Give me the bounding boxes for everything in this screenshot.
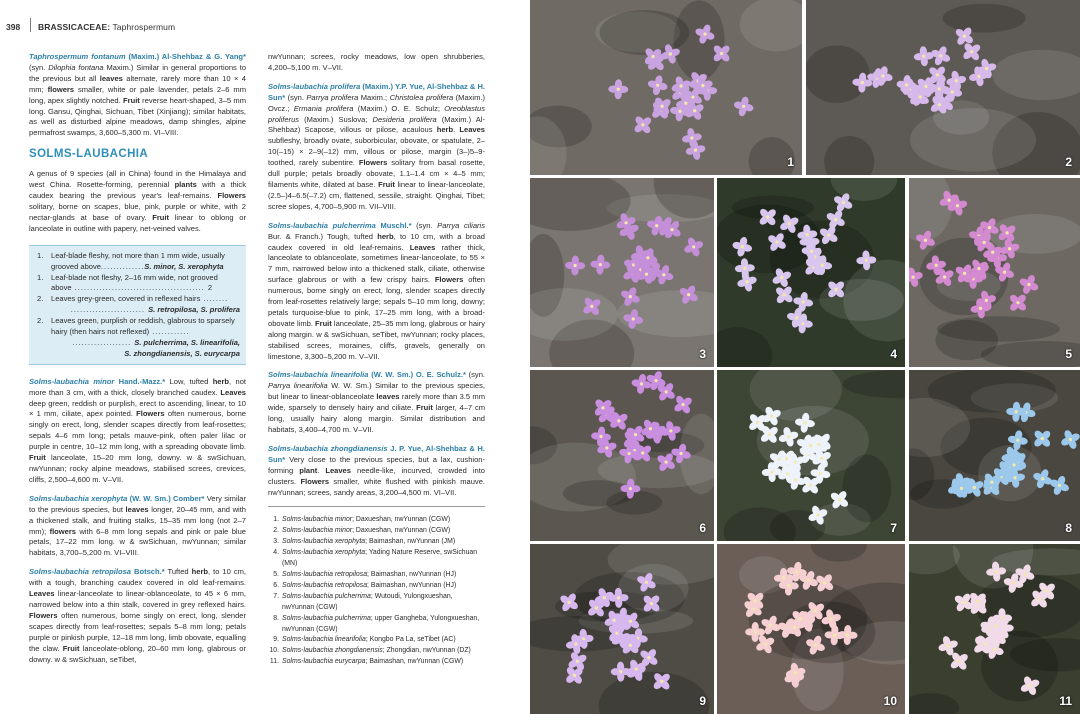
photo-grid [530, 0, 1080, 714]
entry-text: rarely more than 3.5 mm wide, sparsely to densely hairy and ciliate. [268, 392, 486, 413]
species-name: Solms-laubachia zhongdianensis [268, 443, 388, 453]
entry-text: Low, tufted [165, 376, 213, 386]
entry-text: smaller, white flushed with pinkish mauve. nwYunnan; screes, sandy areas, 3,200–4,500 m. VI–VII. [268, 476, 485, 497]
entry-text: (Maxim.) Suslova; [299, 114, 373, 124]
caption-divider [268, 506, 485, 507]
caption-item [268, 592, 485, 614]
plant-photo [530, 544, 714, 714]
caption-number: 2. [273, 527, 279, 535]
caption-number: 8. [273, 614, 279, 622]
caption-item [268, 635, 485, 646]
caption-number: 11. [269, 658, 279, 666]
page-header [0, 0, 530, 38]
key-result: S. pulcherrima, S. linearifolia, [134, 337, 240, 347]
species-name: Taphrospermum fontanum [29, 52, 126, 61]
key-leader: .............. [100, 261, 145, 271]
photo-illustration [530, 178, 714, 367]
left-column [29, 52, 246, 673]
entry-solms-laubachia-zhongdianensis [268, 444, 485, 499]
entry-text: lanceolate, 15–20 mm long, downy. w & swSichuan, nwYunnan; rocky alpine meadows, stabilised screes, crevices, cliffs, 2,500–4,600 m. V–VII. [29, 453, 246, 484]
plant-photo [909, 544, 1080, 714]
caption-species: Solms-laubachia xerophyta [282, 538, 366, 546]
caption-species: Solms-laubachia minor [282, 516, 353, 524]
entry-text: solitary from basal rosette, dull purple; petals broadly obovate, 1.1–1.4 cm × 4–5 mm; filaments white, dilated at base. [268, 158, 485, 189]
page-number: 398 [6, 22, 21, 32]
caption-number: 6. [273, 581, 279, 589]
term: plant [299, 465, 318, 475]
photo-illustration [909, 178, 1080, 367]
key-result: S. zhongdianensis, S. eurycarpa [124, 348, 240, 358]
caption-number: 1. [273, 516, 279, 524]
key-number: 2. [37, 316, 44, 326]
entry-text: (syn. [411, 220, 438, 230]
photo-illustration [530, 370, 714, 541]
entry-text: smaller, white or pale lavender, petals 2–6 mm long, apex slightly notched. [29, 84, 246, 105]
caption-item [268, 537, 485, 548]
term: leaves [376, 392, 400, 402]
entry-text: often numerous, borne singly on erect, long, slender scapes directly from leaf-rosettes relatively large; sepals 5–10 mm long, downy; petals turquoise-blue to pink, 17–25 mm long, with a broad-obovate limb. [268, 275, 485, 328]
key-text: Leaves green, purplish or reddish, glabrous to sparsely hairy (then hairs not reflexed) [51, 316, 235, 337]
caption-item [268, 614, 485, 636]
term: Leaves [29, 589, 55, 599]
caption-item [268, 657, 485, 668]
term: Flowers [434, 275, 464, 285]
plant-photo [909, 178, 1080, 367]
term: herb [191, 567, 209, 577]
term: herb [212, 376, 230, 386]
key-result-line [51, 338, 240, 349]
entry-text: longer, 20–45 mm, and with a thickened stalk, and fruiting stalks, 15–35 mm long (not 2–7 mm); [29, 504, 246, 536]
entry-text: often numerous, borne singly on erect, long, slender scapes directly from leaf-rosettes; sepals 5–8 mm long; petals purple or pinkish purple, 12–18 mm long, limb obovate, equalling the claw. [29, 610, 246, 653]
entry-text: A genus of 9 species (all in China) found in the Himalaya and west China. Rosette-forming, perennial [29, 169, 246, 190]
synonym: Parrya linearifolia [268, 381, 328, 391]
photo-number: 8 [1065, 521, 1072, 535]
term: Flowers [358, 158, 388, 168]
photo-number: 4 [890, 347, 897, 361]
entry-solms-laubachia-retropilosa [29, 567, 246, 665]
photo-captions [268, 515, 485, 668]
species-name: Solms-laubachia linearifolia [268, 370, 369, 380]
synonym: Oreoblastus proliferus [268, 103, 485, 124]
entry-text: Very close to the previous species, but a lax, cushion-forming [268, 454, 485, 475]
genus-heading: SOLMS-LAUBACHIA [29, 148, 149, 161]
caption-number: 7. [273, 592, 279, 600]
key-text: Leaf-blade not fleshy, 2–16 mm wide, not grooved above [51, 272, 218, 293]
genus-description [29, 169, 246, 234]
species-name: Solms-laubachia minor [29, 376, 115, 386]
entry-text: alternate, rarely more than 10 × 4 mm; [29, 73, 246, 94]
entry-text: deep green, reddish or purplish, erect to ascending, linear, to 10 × 1 mm, ciliate, apex pointed. [29, 398, 246, 419]
entry-text: Bur. & Franch.) Tough, tufted [268, 231, 378, 241]
caption-location: ; Baimashan, nwYunnan (CGW) [365, 658, 464, 666]
term: Flowers [300, 476, 330, 486]
caption-number: 5. [273, 570, 279, 578]
caption-species: Solms-laubachia eurycarpa [282, 658, 366, 666]
photo-illustration [717, 178, 905, 367]
caption-location: ; Baimashan, nwYunnan (HJ) [367, 581, 457, 589]
key-leader: .......................................... [71, 283, 208, 293]
caption-location: ; Baimashan, nwYunnan (JM) [365, 538, 456, 546]
entry-text: (syn. [29, 62, 49, 72]
caption-species: Solms-laubachia xerophyta [282, 549, 366, 557]
identification-key [29, 245, 246, 365]
synonym: Christolea prolifera [389, 92, 454, 102]
entry-text: rather thick, lanceolate to oblanceolate, sometimes linear-lanceolate, to 55 × 7 mm, narrowed below into a thickened stalk, ciliate, otherwise surface glabrous or with a few crispy hairs. [268, 242, 485, 285]
key-couplet-2a [35, 294, 240, 316]
caption-location: ; Baimashan, nwYunnan (HJ) [367, 570, 457, 578]
photo-illustration [806, 0, 1080, 175]
caption-location: ; Yading Nature Reserve, swSichuan (MN) [282, 549, 478, 568]
species-author: (Maxim.) Al-Shehbaz & G. Yang* [125, 52, 246, 61]
entry-text: linear to oblong or lanceolate in outline with papery, net-veined valves. [29, 212, 247, 233]
term: Fruit [62, 643, 80, 653]
key-text: Leaf-blade fleshy, not more than 1 mm wide, usually grooved above [51, 250, 225, 271]
entry-solms-laubachia-xerophyta [29, 494, 246, 559]
key-leader: ........................ [70, 305, 149, 315]
entry-text: with a thick caudex bearing the previous year's leaf-remains. [29, 180, 246, 201]
term: Flowers [217, 191, 246, 201]
entry-continuation: nwYunnan; screes, rocky meadows, low open shrubberies, 4,200–5,100 m. V–VII. [268, 52, 485, 72]
entry-text: linear to linear-lanceolate, (2.5–)4–6.5(–7.2) cm, flattened, sessile, straight. Qinghai, Tibet; scree slopes, 4,700–5,900 m. VII–VIII. [268, 179, 485, 211]
plant-photo [909, 370, 1080, 541]
entry-text: linear-lanceolate to linear-oblanceolate, to 45 × 6 mm, narrowed below into a thin stalk, covered in grey reflexed hairs. [29, 589, 246, 609]
term: Leaves [220, 387, 246, 397]
term: Flowers [136, 409, 165, 419]
species-author: J. P. Yue, Al-Shehbaz & H. Sun* [268, 443, 485, 464]
term: Fruit [152, 212, 170, 222]
photo-number: 9 [699, 694, 706, 708]
caption-species: Solms-laubachia zhongdianensis [282, 647, 383, 655]
key-result: S. retropilosa, S. prolifera [148, 305, 240, 315]
term: Fruit [29, 453, 46, 463]
entry-text: W. W. Sm.) Similar to the previous species, but linear to linear-oblanceolate [268, 381, 485, 402]
entry-taphrospermum-fontanum [29, 52, 246, 139]
caption-location: ; Zhongdian, nwYunnan (DZ) [382, 647, 471, 655]
entry-text: solitary, borne on scapes, blue, pink, purple or white, with 2 nectar-glands at base of ovary. [29, 201, 246, 222]
species-author: (W. W. Sm.) O. E. Schulz.* [368, 370, 466, 380]
photo-number: 1 [787, 155, 794, 169]
key-leader: ........ [200, 294, 229, 304]
synonym: Parrya ciliaris [437, 220, 485, 230]
caption-item [268, 526, 485, 537]
entry-text: . [453, 125, 460, 135]
entry-text: Maxim.) Similar in general proportions to the previous but all [29, 62, 247, 83]
photo-number: 10 [883, 694, 897, 708]
photo-number: 5 [1065, 347, 1072, 361]
key-number: 1. [37, 250, 44, 260]
entry-text: (Maxim.) Ovcz.; [268, 92, 485, 113]
species-author: (W. W. Sm.) Comber* [127, 493, 205, 503]
entry-text: Very similar to the previous species, but [29, 493, 247, 514]
running-head [38, 22, 175, 32]
synonym: Ermania prolifera [293, 103, 354, 113]
term: leaves [125, 504, 149, 514]
entry-solms-laubachia-prolifera [268, 82, 485, 213]
photo-illustration [717, 370, 905, 541]
term: flowers [47, 84, 75, 94]
caption-number: 9. [273, 636, 279, 644]
key-couplet-2b [35, 316, 240, 360]
caption-location: ; Daxueshan, nwYunnan (CGW) [352, 527, 451, 535]
entry-solms-laubachia-minor [29, 377, 246, 486]
species-author: Hand.-Mazz.* [114, 376, 166, 386]
key-text: Leaves grey-green, covered in reflexed hairs [51, 294, 201, 304]
caption-item [268, 570, 485, 581]
caption-item [268, 646, 485, 657]
term: flowers [49, 526, 76, 536]
caption-species: Solms-laubachia pulcherrima [282, 614, 371, 622]
term: Leaves [409, 242, 436, 252]
entry-text: Tufted [164, 567, 192, 577]
synonym: Parrya prolifera [306, 92, 359, 102]
photo-number: 7 [890, 521, 897, 535]
term: leaves [99, 73, 123, 83]
key-result-line [51, 305, 240, 316]
species-name: Solms-laubachia pulcherrima [268, 220, 376, 230]
entry-text: (Maxim.) Al-Shehbaz) Scapose, villous or pilose, acaulous [268, 114, 485, 135]
term: Fruit [315, 318, 332, 328]
entry-text: (Maxim.) O. E. Schulz; [353, 103, 445, 113]
right-column [268, 52, 485, 668]
synonym: Desideria prolifera [372, 114, 437, 124]
plant-photo [530, 370, 714, 541]
entry-solms-laubachia-linearifolia [268, 370, 485, 435]
entry-text: , to 10 cm, with a broad caudex covered in old leaf-remains. [268, 231, 485, 252]
plant-photo [717, 370, 905, 541]
term: herb [377, 231, 394, 241]
photo-illustration [530, 544, 714, 714]
entry-text: Maxim.; [358, 92, 390, 102]
species-author: Muschl.* [375, 220, 412, 230]
species-author: Botsch.* [131, 567, 165, 577]
photo-number: 2 [1065, 155, 1072, 169]
entry-text: larger, 4–7 cm long, usually hairy along margin. Similar distribution and habitats, 3,400–4,700 m. V–VII. [268, 403, 485, 434]
entry-solms-laubachia-pulcherrima [268, 221, 485, 363]
plant-photo [806, 0, 1080, 175]
caption-number: 10. [269, 647, 279, 655]
term: Fruit [416, 403, 433, 413]
species-name: Solms-laubachia prolifera [268, 81, 361, 91]
term: Flowers [29, 610, 58, 620]
entry-text: reverse heart-shaped, 3–5 mm long. Gansu, Qinghai, Sichuan, Tibet (Xinjiang); similar habitats, as well as disturbed alpine meadows, damp shingles, alpine permafrost swamps, 3,600–5,300 m. VI–VIII. [29, 95, 246, 138]
plant-photo [717, 544, 905, 714]
caption-number: 4. [273, 549, 279, 557]
key-result: S. minor, S. xerophyta [144, 261, 224, 271]
caption-location: ; upper Gangheba, Yulongxueshan, nwYunnan (CGW) [282, 614, 480, 633]
entry-text: , not more than 3 cm, with a thick, closely branched caudex. [29, 376, 246, 397]
key-result: 2 [207, 283, 213, 293]
photo-illustration [909, 544, 1080, 714]
photo-number: 6 [699, 521, 706, 535]
caption-species: Solms-laubachia linearifolia [282, 636, 366, 644]
running-head-family: BRASSICACEAE: [38, 22, 111, 32]
entry-text: needle-like, incurved, crowded into clusters. [268, 465, 485, 486]
caption-location: ; Kongbo Pa La, seTibet (AC) [365, 636, 456, 644]
caption-species: Solms-laubachia minor [282, 527, 353, 535]
caption-item [268, 515, 485, 526]
key-leader: ............ [149, 327, 190, 337]
entry-text: lanceolate-oblong, 20–60 mm long, glabrous or downy. w & swSichuan, seTibet, [29, 643, 246, 664]
key-leader: ................... [72, 337, 135, 347]
caption-location: ; Wutoudi, Yulongxueshan, nwYunnan (CGW) [282, 592, 453, 611]
caption-item [268, 581, 485, 592]
entry-text: lanceolate, 25–35 mm long, glabrous or hairy along margin. w & swSichuan, seTibet, nwYunnan; rocky places, stabilised screes, moraines, cliffs, gravels, generally on limestone, 3,300–5,200 m. V–VII. [268, 318, 486, 361]
running-head-genus: Taphrospermum [110, 22, 176, 32]
photo-illustration [530, 0, 802, 175]
term: Leaves [459, 125, 485, 135]
term: plants [174, 180, 197, 190]
plant-photo [717, 178, 905, 367]
entry-text: . [317, 465, 326, 475]
caption-item [268, 548, 485, 570]
entry-text: subfleshy, broadly ovate, suborbicular, obovate, or spatulate, 2–10(–15) × 2–9(–12) mm, villous or pilose, margin (3–)5–9-toothed, rarely subentire. [268, 136, 485, 168]
entry-text: often numerous, borne singly on erect, long, slender scapes directly from leaf-rosettes; sepals 4–6 mm long; petals mauve-pink, often paler lilac or purple in centre, 10–12 mm long, with a spreading obovate limb. [29, 409, 246, 452]
key-number: 1. [37, 272, 44, 282]
caption-location: ; Daxueshan, nwYunnan (CGW) [352, 516, 451, 524]
plant-photo [530, 0, 802, 175]
caption-number: 3. [273, 538, 279, 546]
term: Leaves [325, 465, 351, 475]
caption-species: Solms-laubachia retropilosa [282, 581, 368, 589]
photo-number: 11 [1059, 694, 1072, 708]
term: herb [436, 125, 454, 135]
term: Fruit [123, 95, 140, 105]
photo-illustration [909, 370, 1080, 541]
entry-text: (syn. [465, 370, 485, 380]
caption-species: Solms-laubachia pulcherrima [282, 592, 371, 600]
synonym: Dilophia fontana [48, 62, 104, 72]
term: Fruit [378, 179, 395, 189]
entry-text: , to 10 cm, with a tough, branching caudex covered in old leaf-remains. [29, 567, 247, 588]
caption-species: Solms-laubachia retropilosa [282, 570, 368, 578]
species-name: Solms-laubachia xerophyta [29, 493, 128, 503]
photo-number: 3 [699, 347, 706, 361]
key-number: 2. [37, 294, 44, 304]
species-name: Solms-laubachia retropilosa [29, 567, 131, 577]
plant-photo [530, 178, 714, 367]
key-couplet-1b [35, 273, 240, 295]
photo-illustration [717, 544, 905, 714]
header-divider [30, 18, 31, 32]
entry-text: with 6–8 mm long sepals and pink or pale blue petals, 17–22 mm long. w & swSichuan, nwYunnan; similar habitats, 3,700–5,200 m. VI–VIII. [29, 526, 247, 558]
key-couplet-1a [35, 251, 240, 273]
entry-text: (syn. [285, 92, 307, 102]
species-author: (Maxim.) Y.P. Yue, Al-Shehbaz & H. Sun* [268, 81, 486, 102]
